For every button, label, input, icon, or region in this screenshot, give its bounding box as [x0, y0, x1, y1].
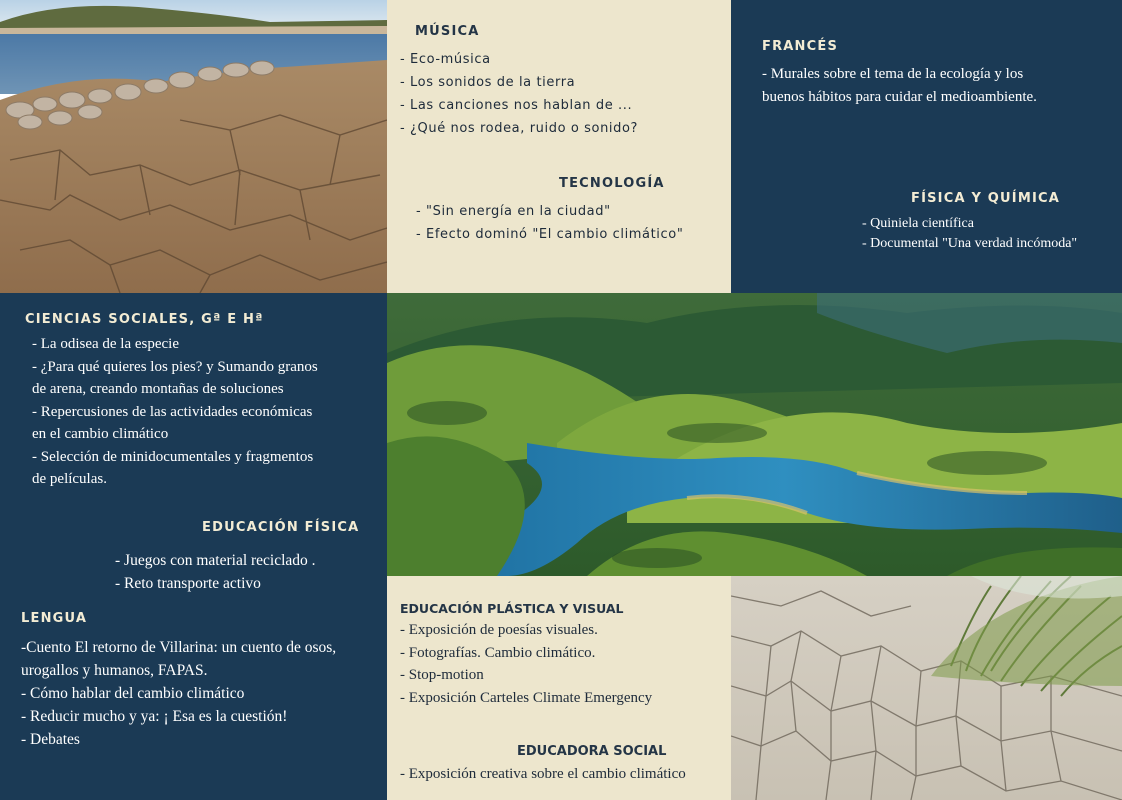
sociales-fisica-lengua-panel: [0, 293, 387, 800]
musica-tecnologia-panel: [387, 0, 731, 293]
list-item: - Repercusiones de las actividades económicas en el cambio climático: [32, 403, 313, 442]
fisica-quimica-list: [862, 214, 1077, 254]
list-item: - Quiniela científica: [862, 216, 974, 231]
list-item: - Murales sobre el tema de la ecología y los buenos hábitos para cuidar el medioambiente.: [762, 66, 1037, 105]
frances-list: [762, 63, 1042, 108]
fisica-quimica-title: FÍSICA Y QUÍMICA: [911, 191, 1061, 206]
list-item: - Documental "Una verdad incómoda": [862, 236, 1078, 251]
list-item: - Juegos con material reciclado .: [115, 552, 316, 569]
list-item: - Fotografías. Cambio climático.: [400, 644, 596, 661]
list-item: -Cuento El retorno de Villarina: un cuento de osos, urogallos y humanos, FAPAS.: [21, 639, 337, 679]
list-item: - Exposición creativa sobre el cambio climático: [400, 766, 686, 782]
educacion-fisica-title: EDUCACIÓN FÍSICA: [202, 520, 360, 535]
list-item: - ¿Para qué quieres los pies? y Sumando granos de arena, creando montañas de soluciones: [32, 358, 318, 397]
list-item: - Cómo hablar del cambio climático: [21, 685, 245, 702]
list-item: - Los sonidos de la tierra: [400, 75, 576, 90]
list-item: - Exposición Carteles Climate Emergency: [400, 689, 653, 706]
frances-fisica-panel: [731, 0, 1122, 293]
list-item: - Eco-música: [400, 52, 491, 67]
plastica-educadora-panel: [387, 576, 731, 800]
educadora-social-list: [400, 763, 686, 786]
cracked-earth-photo: [731, 576, 1122, 800]
list-item: - Efecto dominó "El cambio climático": [416, 227, 684, 242]
list-item: - Exposición de poesías visuales.: [400, 622, 598, 638]
list-item: - Selección de minidocumentales y fragmentos de películas.: [32, 448, 314, 487]
list-item: - La odisea de la especie: [32, 336, 180, 352]
list-item: - ¿Qué nos rodea, ruido o sonido?: [400, 121, 639, 136]
lengua-list: [21, 636, 351, 751]
list-item: - Reto transporte activo: [115, 575, 261, 592]
tecnologia-title: TECNOLOGÍA: [559, 176, 665, 191]
tecnologia-list: [416, 200, 683, 246]
list-item: - "Sin energía en la ciudad": [416, 204, 611, 219]
ciencias-sociales-list: [32, 333, 322, 491]
list-item: - Debates: [21, 731, 80, 748]
drought-reservoir-photo: [0, 0, 387, 293]
list-item: - Las canciones nos hablan de ...: [400, 98, 633, 113]
list-item: - Reducir mucho y ya: ¡ Esa es la cuestión!: [21, 708, 288, 725]
river-valley-photo: [387, 293, 1122, 576]
list-item: - Stop-motion: [400, 667, 484, 683]
educadora-social-title: EDUCADORA SOCIAL: [517, 744, 667, 759]
educacion-fisica-list: [115, 549, 316, 595]
musica-list: [400, 48, 638, 140]
musica-title: MÚSICA: [415, 24, 480, 39]
ciencias-sociales-title: CIENCIAS SOCIALES, Gª E Hª: [25, 312, 264, 327]
plastica-title: EDUCACIÓN PLÁSTICA Y VISUAL: [400, 601, 624, 616]
plastica-list: [400, 619, 652, 709]
frances-title: FRANCÉS: [762, 39, 839, 54]
lengua-title: LENGUA: [21, 611, 88, 626]
